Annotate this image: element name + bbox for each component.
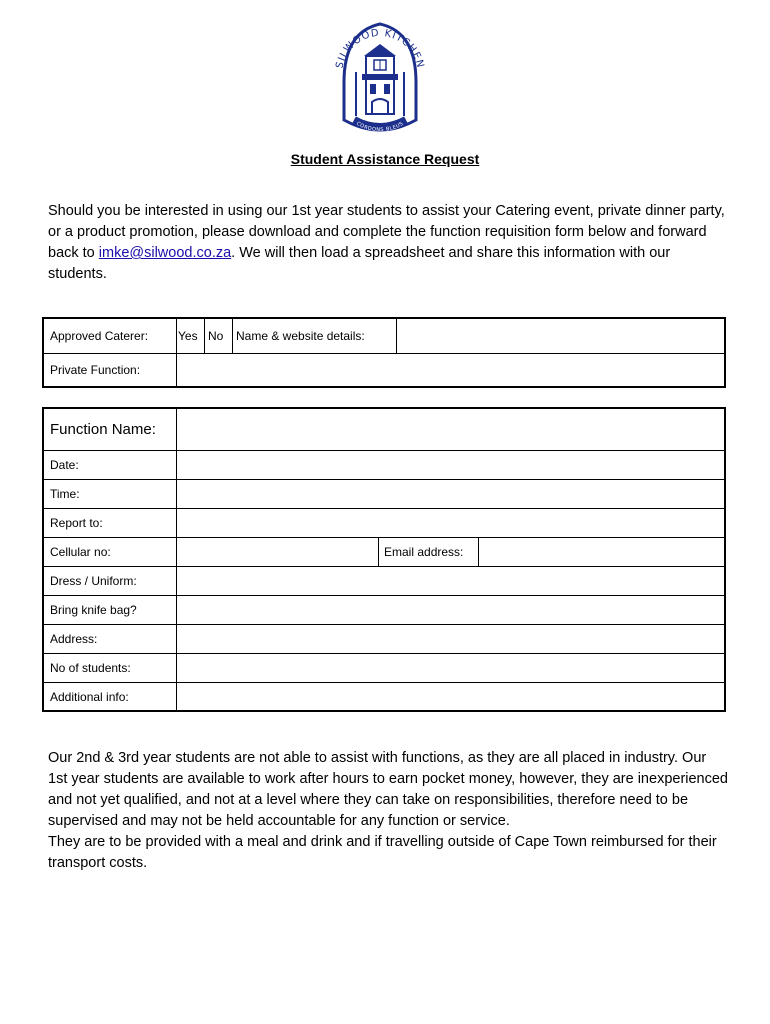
name-website-label: Name & website details:: [236, 329, 365, 343]
cellular-label: Cellular no:: [50, 545, 111, 559]
students-label: No of students:: [50, 661, 131, 675]
address-label: Address:: [50, 632, 98, 646]
report-to-label: Report to:: [50, 516, 103, 530]
silwood-kitchen-logo: [330, 12, 430, 142]
knife-bag-label: Bring knife bag?: [50, 603, 137, 617]
students-field[interactable]: [177, 654, 724, 682]
outro-paragraph-1: Our 2nd & 3rd year students are not able to assist with functions, as they are all placed in industry. Our 1st year students are available to work after hours to earn pocket money, however, they are inexperienced and not yet qualified, and not at a level where they can take on responsibilities, therefore need to be supervised and may not be held accountable for any function or service.: [48, 750, 728, 829]
outro-paragraph-2: They are to be provided with a meal and drink and if travelling outside of Cape Town reimbursed for their transport costs.: [48, 834, 717, 871]
logo-text-bottom: CORDONS BLEUS: [355, 120, 405, 134]
dress-label: Dress / Uniform:: [50, 574, 137, 588]
approved-caterer-label: Approved Caterer:: [50, 329, 149, 343]
logo-text-top: SILWOOD KITCHEN: [334, 27, 426, 70]
cellular-field[interactable]: [177, 538, 378, 566]
intro-paragraph: [48, 201, 728, 285]
private-function-field[interactable]: [177, 354, 724, 386]
private-function-label: Private Function:: [50, 363, 141, 377]
additional-info-label: Additional info:: [50, 689, 129, 704]
page-title: Student Assistance Request: [290, 151, 480, 167]
date-field[interactable]: [177, 451, 724, 479]
email-link[interactable]: imke@silwood.co.za: [98, 245, 232, 261]
email-label: Email address:: [384, 545, 464, 559]
function-table: [42, 407, 726, 712]
no-option[interactable]: No: [208, 329, 224, 343]
time-label: Time:: [50, 487, 80, 501]
time-field[interactable]: [177, 480, 724, 508]
dress-field[interactable]: [177, 567, 724, 595]
address-field[interactable]: [177, 625, 724, 653]
email-field[interactable]: [479, 538, 724, 566]
report-to-field[interactable]: [177, 509, 724, 537]
function-name-field[interactable]: [177, 409, 724, 450]
knife-bag-field[interactable]: [177, 596, 724, 624]
intro-text-2: . We will then load a spreadsheet and share this information with our students.: [48, 245, 671, 282]
yes-option[interactable]: Yes: [178, 329, 198, 343]
date-label: Date:: [50, 458, 79, 472]
caterer-table: [42, 317, 726, 388]
outro-text: [48, 748, 728, 874]
function-name-label: Function Name:: [50, 421, 156, 438]
name-website-field[interactable]: [397, 319, 724, 353]
intro-text-1: Should you be interested in using our 1st year students to assist your Catering event, private dinner party, or a product promotion, please download and complete the function requisition form below and forward back to: [48, 203, 725, 261]
additional-info-field[interactable]: [177, 683, 724, 710]
